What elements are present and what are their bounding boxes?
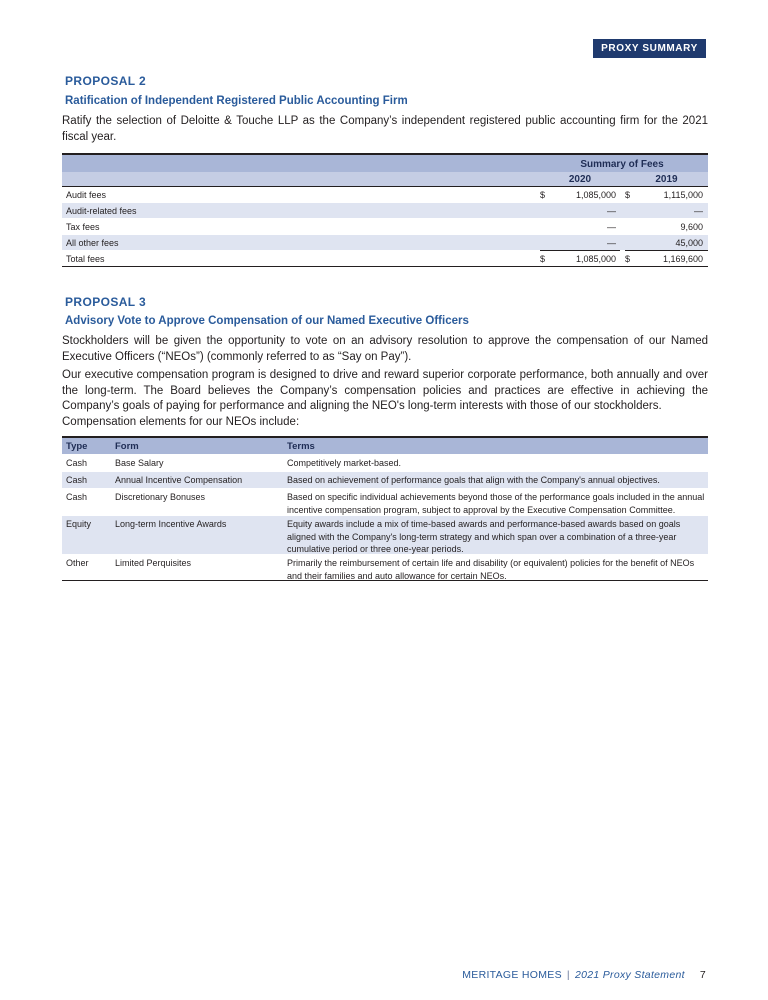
fees-table [62, 153, 708, 267]
row-type: Equity [66, 519, 92, 529]
proposal-2-text: Ratify the selection of Deloitte & Touche LLP as the Company’s independent registered public accounting firm for the 2021 fiscal year. [62, 115, 708, 143]
page-footer [462, 969, 706, 981]
row-form: Base Salary [115, 458, 164, 468]
proposal-2-title: Ratification of Independent Registered Public Accounting Firm [65, 95, 408, 107]
header-form: Form [115, 440, 139, 452]
fees-dollar-2020: $ [540, 254, 546, 264]
fees-value-2020: 1,085,000 [575, 190, 616, 200]
fees-value-2019: 45,000 [675, 238, 703, 248]
proposal-3-paragraph-1: Stockholders will be given the opportunity to vote on an advisory resolution to approve the compensation of our Named Executive Officers (“NEOs”) (commonly referred to as “Say on Pay”). [62, 335, 708, 363]
fees-row-label: Total fees [66, 254, 105, 264]
fees-value-2019: — [694, 206, 703, 216]
table-row [62, 471, 708, 488]
fees-value-2020: — [607, 206, 616, 216]
fees-dollar-2019: $ [625, 254, 631, 264]
row-terms: Equity awards include a mix of time-based awards and performance-based awards based on goals aligned with the Company's long-term strategy and which span over a combination of a three-year cumulative period or three one-year periods. [287, 519, 681, 554]
row-terms: Based on specific individual achievements beyond those of the performance goals included in the annual incentive compensation program, subject to approval by the Executive Compensation Committee. [287, 492, 705, 515]
fees-value-2019: 1,169,600 [662, 254, 703, 264]
fees-value-2020: 1,085,000 [575, 254, 616, 264]
proposal-3-title: Advisory Vote to Approve Compensation of our Named Executive Officers [65, 315, 469, 327]
fees-row-audit [62, 187, 708, 203]
page-number: 7 [699, 969, 706, 981]
footer-separator: | [566, 969, 570, 981]
section-tag: PROXY SUMMARY [593, 39, 706, 58]
fees-row-label: Tax fees [66, 222, 100, 232]
fees-row-label: Audit fees [66, 190, 107, 200]
table-row [62, 488, 708, 515]
fees-row-label: All other fees [66, 238, 119, 248]
fees-row-audit-related [62, 203, 708, 219]
proposal-3-paragraph-3: Compensation elements for our NEOs include: [62, 416, 300, 428]
footer-document-title: 2021 Proxy Statement [574, 969, 685, 981]
fees-row-other [62, 235, 708, 251]
compensation-table-header [62, 436, 708, 454]
footer-company: MERITAGE HOMES [462, 969, 562, 981]
row-type: Cash [66, 475, 88, 485]
row-type: Cash [66, 458, 88, 468]
proposal-2-number: PROPOSAL 2 [65, 74, 147, 88]
fees-dollar-2019: $ [625, 190, 631, 200]
row-type: Other [66, 558, 89, 568]
row-form: Limited Perquisites [115, 558, 192, 568]
table-row [62, 515, 708, 554]
table-row [62, 554, 708, 581]
row-form: Discretionary Bonuses [115, 492, 206, 502]
fees-caption: Summary of Fees [580, 159, 664, 170]
fees-row-total [62, 251, 708, 267]
fees-dollar-2020: $ [540, 190, 546, 200]
proposal-3-number: PROPOSAL 3 [65, 295, 147, 309]
fees-year-2020: 2020 [568, 174, 592, 185]
row-form: Annual Incentive Compensation [115, 475, 243, 485]
fees-year-2019: 2019 [655, 174, 678, 185]
fees-year-row [62, 172, 708, 187]
compensation-table [62, 436, 708, 581]
row-type: Cash [66, 492, 88, 502]
proposal-3-paragraph-2: Our executive compensation program is designed to drive and reward superior corporate performance, both annually and over the long-term. The Board believes the Company’s compensation policies and practices are effective in achieving the Company’s goals of paying for performance and aligning the NEO's long-term interests with those of our stockholders. [62, 369, 708, 412]
row-terms: Competitively market-based. [287, 458, 402, 468]
fees-row-label: Audit-related fees [66, 206, 137, 216]
fees-value-2019: 9,600 [680, 222, 703, 232]
header-terms: Terms [287, 440, 315, 452]
fees-table-caption-row [62, 153, 708, 172]
row-form: Long-term Incentive Awards [115, 519, 227, 529]
row-terms: Based on achievement of performance goals that align with the Company's annual objectives. [287, 475, 660, 485]
fees-value-2019: 1,115,000 [663, 190, 703, 200]
header-type: Type [66, 440, 88, 452]
fees-value-2020: — [607, 222, 616, 232]
row-terms: Primarily the reimbursement of certain life and disability (or equivalent) policies for the benefit of NEOs and their families and auto allowance for certain NEOs. [287, 558, 695, 581]
fees-row-tax [62, 219, 708, 235]
table-row [62, 454, 708, 471]
fees-value-2020: — [607, 238, 616, 248]
